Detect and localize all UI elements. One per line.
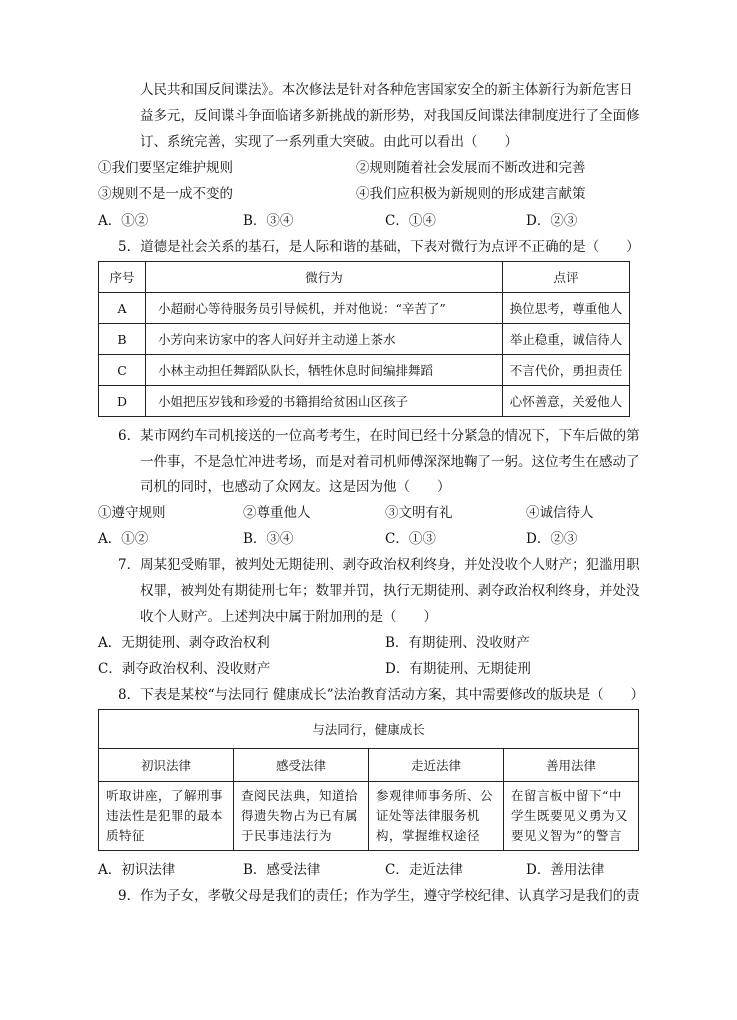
table-title-row [99,710,639,749]
section-label: 感受法律 [234,749,369,782]
q7-text-line-3: 收个人财产。上述判决中属于附加刑的是（ ） [140,609,437,625]
row-comment: 举止稳重，诚信待人 [503,324,630,355]
row-id: C [99,355,146,386]
q6-statement-1: ①遵守规则 [98,505,166,521]
section-content: 在留言板中留下“中学生既要见义勇为又要见义智为”的警言 [504,782,639,851]
q6-text-line-1: 6．某市网约车司机接送的一位高考考生，在时间已经十分紧急的情况下，下车后做的第 [118,428,640,444]
section-label: 初识法律 [99,749,234,782]
section-content: 听取讲座，了解刑事违法性是犯罪的最本质特征 [99,782,234,851]
q8-option-c: C．走近法律 [385,862,463,878]
row-act: 小芳向来访家中的客人问好并主动递上茶水 [146,324,503,355]
row-id: B [99,324,146,355]
table-section-row [99,749,639,782]
header-id: 序号 [99,262,146,293]
q4-option-b: B．③④ [243,213,294,229]
q7-text-line-1: 7．周某犯受贿罪，被判处无期徒刑、剥夺政治权利终身，并处没收个人财产；犯滥用职 [118,557,640,573]
q7-option-d: D．有期徒刑、无期徒刑 [385,661,531,677]
q4-statement-4: ④我们应积极为新规则的形成建言献策 [356,186,586,202]
q4-text-line-3: 订、系统完善，实现了一系列重大突破。由此可以看出（ ） [140,134,518,150]
row-act: 小林主动担任舞蹈队队长，牺牲休息时间编排舞蹈 [146,355,503,386]
table-row [99,386,630,417]
q6-statement-2: ②尊重他人 [243,505,311,521]
q4-text-line-2: 益多元，反间谍斗争面临诸多新挑战的新形势，对我国反间谍法律制度进行了全面修 [140,108,640,124]
q8-stem: 8．下表是某校“与法同行 健康成长”法治教育活动方案，其中需要修改的版块是（ ） [118,687,645,703]
row-id: D [99,386,146,417]
q4-option-c: C．①④ [385,213,436,229]
q8-table [98,709,639,851]
header-act: 微行为 [146,262,503,293]
q9-text-line-1: 9．作为子女，孝敬父母是我们的责任；作为学生，遵守学校纪律、认真学习是我们的责 [118,888,640,904]
q6-statement-4: ④诚信待人 [526,505,594,521]
plan-title: 与法同行，健康成长 [99,710,639,749]
q6-option-b: B．③④ [243,531,294,547]
header-comment: 点评 [503,262,630,293]
q7-option-c: C．剥夺政治权利、没收财产 [98,661,271,677]
row-act: 小超耐心等待服务员引导候机，并对他说：“辛苦了” [146,293,503,324]
q8-option-a: A．初识法律 [98,862,176,878]
q8-option-d: D．善用法律 [526,862,605,878]
section-label: 善用法律 [504,749,639,782]
table-row [99,324,630,355]
q8-option-b: B．感受法律 [243,862,321,878]
section-content: 查阅民法典，知道拾得遗失物占为已有属于民事违法行为 [234,782,369,851]
q4-statement-2: ②规则随着社会发展而不断改进和完善 [356,160,586,176]
q6-text-line-2: 一件事，不是急忙冲进考场，而是对着司机师傅深深地鞠了一躬。这位考生在感动了 [140,454,640,470]
row-act: 小姐把压岁钱和珍爱的书籍捐给贫困山区孩子 [146,386,503,417]
q5-stem: 5．道德是社会关系的基石，是人际和谐的基础，下表对微行为点评不正确的是（ ） [118,239,640,255]
q5-table [98,261,630,417]
q6-text-line-3: 司机的同时，也感动了众网友。这是因为他（ ） [140,479,451,495]
row-id: A [99,293,146,324]
q4-statement-1: ①我们要坚定维护规则 [98,160,233,176]
section-label: 走近法律 [369,749,504,782]
q6-statement-3: ③文明有礼 [385,505,453,521]
q7-text-line-2: 权罪，被判处有期徒刑七年；数罪并罚，执行无期徒刑、剥夺政治权利终身，并处没 [140,583,640,599]
table-content-row [99,782,639,851]
q6-option-a: A．①② [98,531,149,547]
q6-option-c: C．①③ [385,531,436,547]
row-comment: 不言代价，勇担责任 [503,355,630,386]
q7-option-a: A．无期徒刑、剥夺政治权利 [98,635,270,651]
q4-option-a: A．①② [98,213,149,229]
table-row [99,293,630,324]
row-comment: 换位思考，尊重他人 [503,293,630,324]
q4-option-d: D．②③ [526,213,578,229]
q4-statement-3: ③规则不是一成不变的 [98,186,233,202]
table-header-row [99,262,630,293]
row-comment: 心怀善意，关爱他人 [503,386,630,417]
q7-option-b: B．有期徒刑、没收财产 [385,635,530,651]
section-content: 参观律师事务所、公证处等法律服务机构，掌握维权途径 [369,782,504,851]
table-row [99,355,630,386]
q6-option-d: D．②③ [526,531,578,547]
q4-text-line-1: 人民共和国反间谍法》。本次修法是针对各种危害国家安全的新主体新行为新危害日 [140,82,633,98]
